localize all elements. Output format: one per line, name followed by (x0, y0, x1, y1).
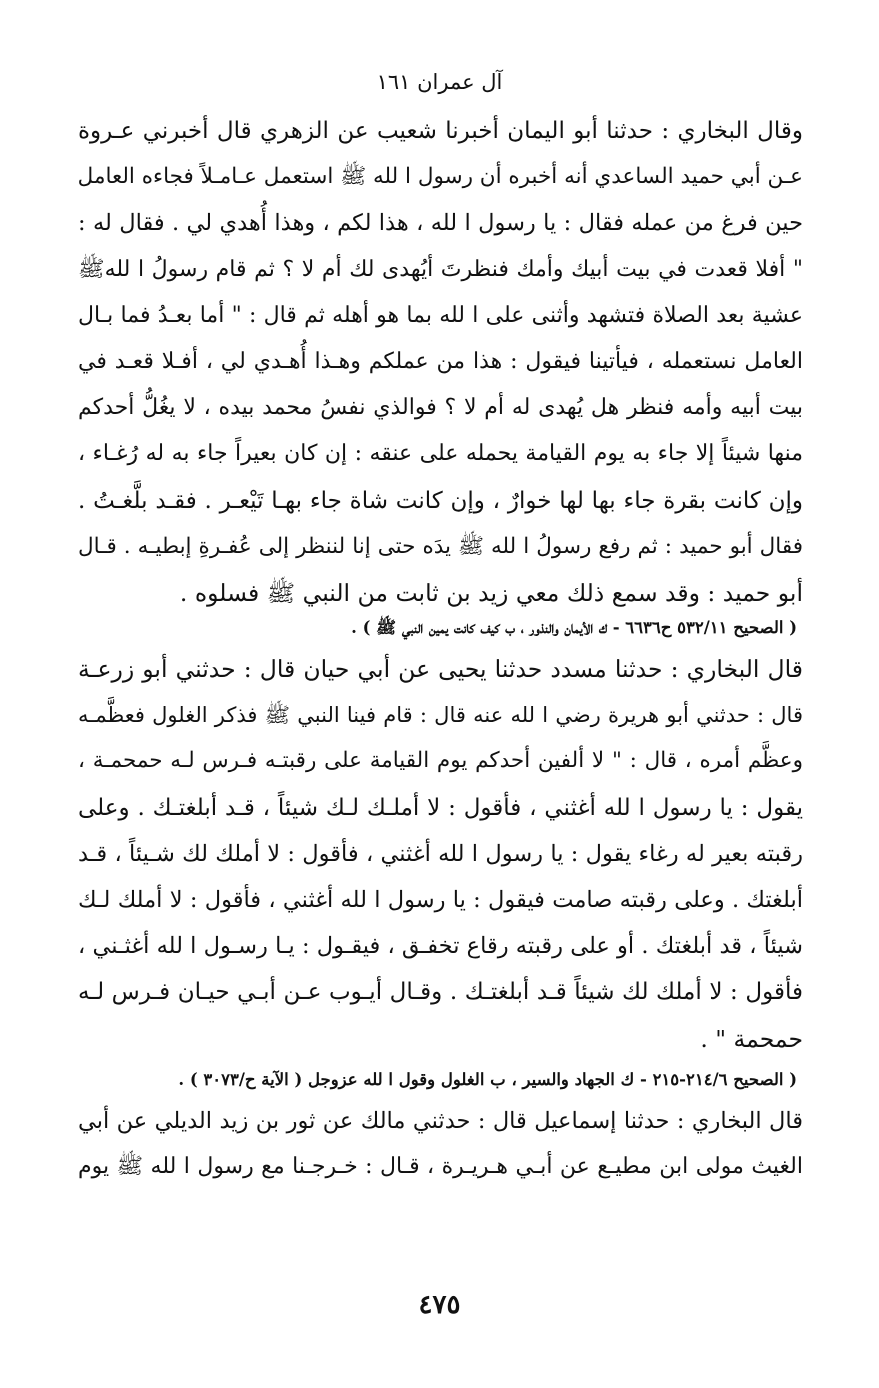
text-line: وإن كانت بقرة جاء بها لها خوارٌ ، وإن كانت شاة جاء بهـا تَيْعـر . فقـد بلَّغـتُ . (78, 487, 803, 514)
text-line: فقال أبو حميد : ثم رفع رسولُ ا لله ﷺ يدَه حتى إنا لننظر إلى عُفـرةِ إبطيـه . قـال (78, 533, 803, 559)
text-line: رقبته بعير له رغاء يقول : يا رسول ا لله أغثني ، فأقول : لا أملك لك شـيئاً ، قـد (78, 840, 803, 867)
source-reference: ( الصحيح ٥٣٢/١١ ح٦٦٣٦ - ك الأيمان والنذور ، ب كيف كانت يمين النبي ﷺ ) . (351, 618, 797, 638)
text-line: قال : حدثني أبو هريرة رضي ا لله عنه قال : قام فينا النبي ﷺ فذكر الغلول فعظَّمـه (78, 703, 803, 728)
running-header: آل عمران ١٦١ (376, 70, 503, 94)
text-line: منها شيئاً إلا جاء به يوم القيامة يحمله على عنقه : إن كان بعيراً جاء به له رُغـاء ، (78, 441, 803, 467)
text-line: فأقول : لا أملك لك شيئاً قـد أبلغتـك . وقـال أيـوب عـن أبـي حيـان فـرس لـه (78, 979, 803, 1006)
text-line: أبو حميد : وقد سمع ذلك معي زيد بن ثابت من النبي ﷺ فسلوه . (179, 578, 803, 607)
text-line: الغيث مولى ابن مطيـع عن أبـي هـريـرة ، قـال : خـرجـنا مع رسول ا لله ﷺ يوم (78, 1153, 803, 1179)
text-line: قال البخاري : حدثنا إسماعيل قال : حدثني مالك عن ثور بن زيد الديلي عن أبي (78, 1107, 803, 1134)
page-number: ٤٧٥ (418, 1290, 461, 1320)
text-line: بيت أبيه وأمه فنظر هل يُهدى له أم لا ؟ فوالذي نفسُ محمد بيده ، لا يغُلُّ أحدكم (78, 395, 803, 421)
page-body (78, 108, 803, 1190)
text-line: قال البخاري : حدثنا مسدد حدثنا يحيى عن أبي حيان قال : حدثني أبو زرعـة (78, 655, 803, 684)
text-line: حمحمة " . (700, 1024, 803, 1053)
text-line: وقال البخاري : حدثنا أبو اليمان أخبرنا شعيب عن الزهري قال أخبرني عـروة (78, 118, 803, 144)
text-line: حين فرغ من عمله فقال : يا رسول ا لله ، هذا لكم ، وهذا أُهدي لي . فقال له : (78, 210, 803, 237)
source-reference: ( الصحيح ٢١٤/٦-٢١٥ - ك الجهاد والسير ، ب الغلول وقول ا لله عزوجل ( الآية ح/٣٠٧٣ ) . (178, 1069, 797, 1089)
text-line: " أفلا قعدت في بيت أبيك وأمك فنظرتَ أيُهدى لك أم لا ؟ ثم قام رسولُ ا للهﷺ (78, 256, 803, 282)
text-line: العامل نستعمله ، فيأتينا فيقول : هذا من عملكم وهـذا أُهـدي لي ، أفـلا قعـد في (78, 348, 803, 374)
text-line: أبلغتك . وعلى رقبته صامت فيقول : يا رسول ا لله أغثني ، فأقول : لا أملك لـك (78, 887, 803, 913)
text-line: عـن أبي حميد الساعدي أنه أخبره أن رسول ا لله ﷺ استعمل عـامـلاً فجاءه العامل (78, 164, 803, 190)
text-line: وعظَّم أمره ، قال : " لا ألفين أحدكم يوم القيامة على رقبتـه فـرس لـه حمحمـة ، (78, 748, 803, 774)
text-line: يقول : يا رسول ا لله أغثني ، فأقول : لا أملـك لـك شيئاً ، قـد أبلغتـك . وعلى (78, 794, 803, 821)
text-line: شيئاً ، قد أبلغتك . أو على رقبته رقاع تخفـق ، فيقـول : يـا رسـول ا لله أغثـني ، (78, 933, 803, 960)
text-line: عشية بعد الصلاة فتشهد وأثنى على ا لله بما هو أهله ثم قال : " أما بعـدُ فما بـال (78, 302, 803, 328)
